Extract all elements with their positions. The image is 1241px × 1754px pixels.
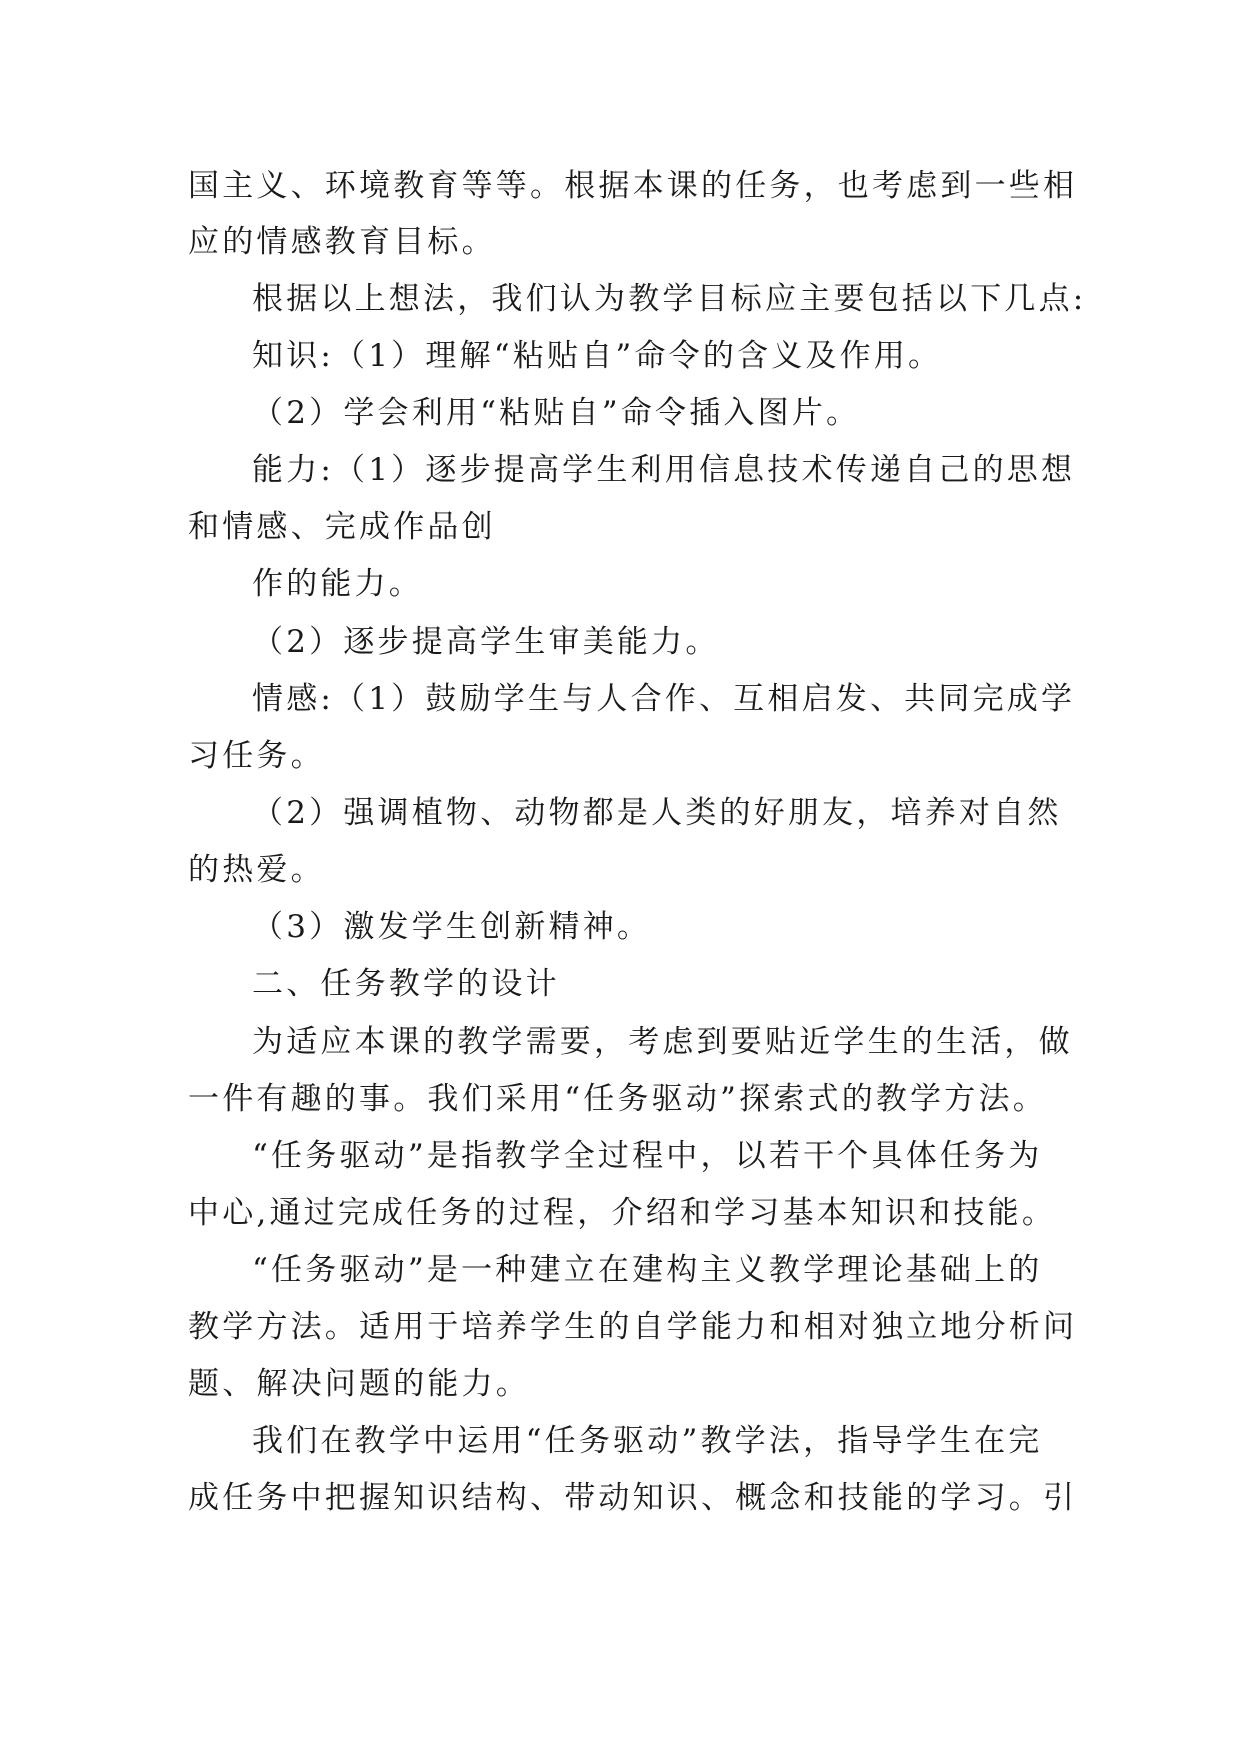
paragraph-line: 应的情感教育目标。 [188, 224, 496, 260]
paragraph-line: 中心,通过完成任务的过程，介绍和学习基本知识和技能。 [188, 1195, 1057, 1231]
paragraph-line: 作的能力。 [252, 566, 423, 602]
paragraph-line: 习任务。 [188, 738, 325, 774]
paragraph-line: 根据以上想法，我们认为教学目标应主要包括以下几点: [252, 281, 1087, 317]
paragraph-line: （2）学会利用“粘贴自”命令插入图片。 [252, 395, 861, 431]
paragraph-line: 知识:（1）理解“粘贴自”命令的含义及作用。 [252, 338, 943, 374]
paragraph-line: 的热爱。 [188, 852, 325, 888]
paragraph-line: 教学方法。适用于培养学生的自学能力和相对独立地分析问 [188, 1309, 1078, 1345]
paragraph-line: （2）强调植物、动物都是人类的好朋友，培养对自然 [252, 795, 1062, 831]
paragraph-line: 国主义、环境教育等等。根据本课的任务，也考虑到一些相 [188, 168, 1078, 204]
paragraph-line: “任务驱动”是指教学全过程中，以若干个具体任务为 [252, 1138, 1043, 1174]
paragraph-line: 一件有趣的事。我们采用“任务驱动”探索式的教学方法。 [188, 1081, 1047, 1117]
paragraph-line: 我们在教学中运用“任务驱动”教学法，指导学生在完 [252, 1423, 1043, 1459]
paragraph-line: 和情感、完成作品创 [188, 509, 496, 545]
paragraph-line: （3）激发学生创新精神。 [252, 909, 652, 945]
paragraph-line: （2）逐步提高学生审美能力。 [252, 624, 720, 660]
paragraph-line: 题、解决问题的能力。 [188, 1366, 530, 1402]
paragraph-line: 成任务中把握知识结构、带动知识、概念和技能的学习。引 [188, 1480, 1078, 1516]
paragraph-line: 能力:（1）逐步提高学生利用信息技术传递自己的思想 [252, 452, 1076, 488]
paragraph-line: 为适应本课的教学需要，考虑到要贴近学生的生活，做 [252, 1024, 1073, 1060]
section-heading: 二、任务教学的设计 [252, 966, 560, 1002]
paragraph-line: “任务驱动”是一种建立在建构主义教学理论基础上的 [252, 1252, 1043, 1288]
paragraph-line: 情感:（1）鼓励学生与人合作、互相启发、共同完成学 [252, 681, 1076, 717]
